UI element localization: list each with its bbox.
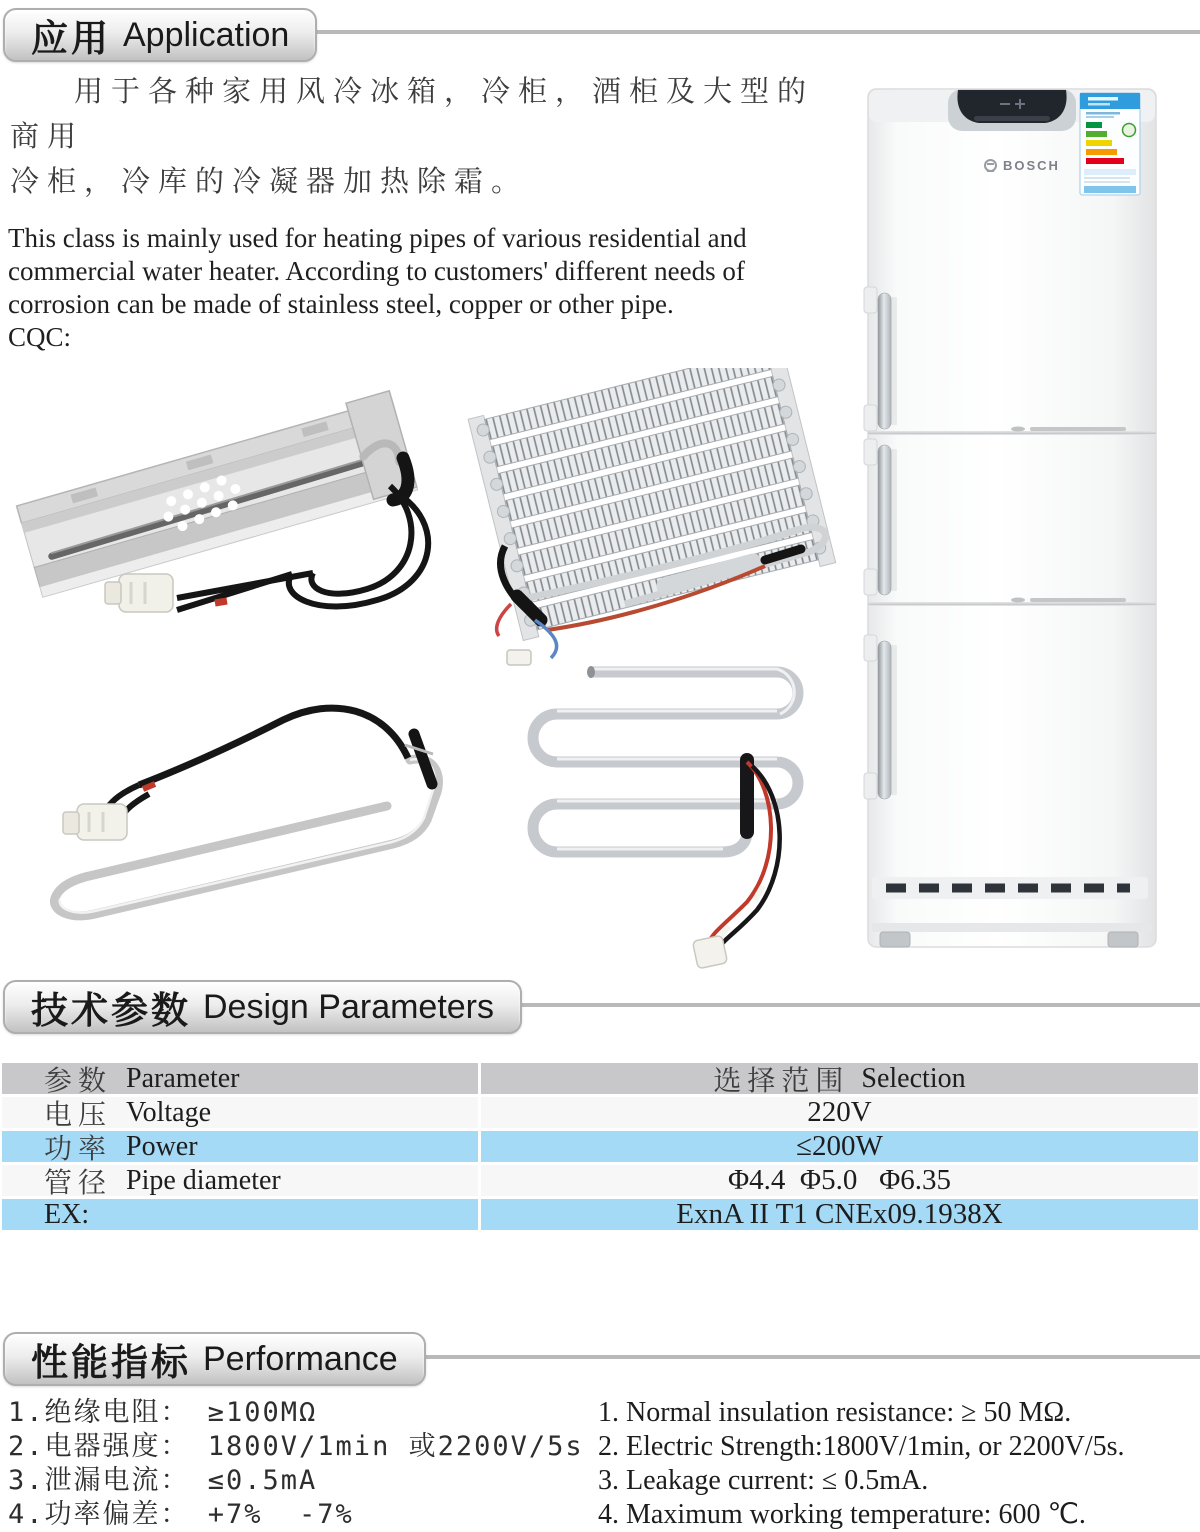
fridge-vent-grille	[872, 877, 1148, 899]
voltage-label-zh: 电压	[44, 1099, 113, 1131]
power-value: ≤200W	[796, 1130, 883, 1162]
bosch-logo	[984, 158, 1060, 173]
performance-item-en: 4. Maximum working temperature: 600 ℃.	[598, 1499, 1086, 1530]
table-row-pipe-diameter-value	[481, 1165, 1198, 1196]
application-paragraph-en-line: commercial water heater. According to customers' different needs of	[8, 256, 745, 286]
refrigerator-image	[862, 85, 1162, 960]
bosch-roundel-icon	[984, 159, 997, 172]
application-paragraph-en-line: corrosion can be made of stainless steel, copper or other pipe.	[8, 289, 674, 319]
table-row-pipe-diameter-label	[2, 1164, 478, 1199]
ex-label: EX:	[44, 1198, 90, 1230]
energy-efficiency-label	[1080, 93, 1140, 195]
table-row-ex-label	[2, 1199, 478, 1230]
design-parameters-title-zh: 技术参数	[31, 990, 191, 1031]
application-title-zh: 应用	[31, 18, 111, 59]
design-parameters-section-header	[3, 980, 522, 1034]
table-row-voltage-label	[2, 1096, 478, 1131]
performance-title-zh: 性能指标	[31, 1342, 191, 1383]
u-tube-heater-image	[15, 660, 465, 940]
design-parameters-table	[2, 1063, 1198, 1230]
fridge-display-panel	[948, 89, 1076, 131]
performance-item-zh: 4.功率偏差： +7% -7%	[8, 1499, 354, 1530]
performance-title-en: Performance	[203, 1339, 398, 1378]
application-title-en: Application	[123, 15, 290, 54]
serpentine-tube-heater-image	[485, 640, 865, 970]
table-header-parameter	[2, 1062, 478, 1097]
bosch-brand-text: BOSCH	[1003, 158, 1060, 173]
application-paragraph-zh	[10, 70, 830, 205]
performance-item-zh: 3.泄漏电流： ≤0.5mA	[8, 1465, 318, 1496]
performance-item-zh: 1.绝缘电阻： ≥100MΩ	[8, 1397, 318, 1428]
table-header-selection-en: Selection	[861, 1062, 966, 1094]
table-row-voltage-value	[481, 1097, 1198, 1128]
cqc-label: CQC:	[8, 322, 72, 352]
voltage-value: 220V	[807, 1096, 872, 1128]
table-header-selection	[481, 1062, 1198, 1097]
design-parameters-rule	[490, 1003, 1200, 1007]
design-parameters-title-en: Design Parameters	[203, 987, 495, 1026]
power-label-en: Power	[126, 1130, 198, 1162]
application-paragraph-en	[8, 222, 828, 354]
pipe-diameter-value: Φ4.4 Φ5.0 Φ6.35	[727, 1164, 952, 1196]
bracket-defrost-heater-image	[5, 358, 460, 658]
power-label-zh: 功率	[44, 1133, 113, 1165]
evaporator-defrost-heater-image	[465, 368, 860, 668]
application-section-header	[3, 8, 317, 62]
table-header-parameter-en: Parameter	[126, 1062, 240, 1094]
performance-list-en	[598, 1396, 1198, 1532]
table-header-parameter-zh: 参数	[44, 1065, 113, 1097]
table-row-power-value	[481, 1131, 1198, 1162]
pipe-diameter-label-zh: 管径	[44, 1167, 113, 1199]
performance-section-header	[3, 1332, 426, 1386]
performance-item-en: 2. Electric Strength:1800V/1min, or 2200V/5s.	[598, 1431, 1125, 1462]
table-row-power-label	[2, 1130, 478, 1165]
voltage-label-en: Voltage	[126, 1096, 212, 1128]
performance-item-en: 3. Leakage current: ≤ 0.5mA.	[598, 1465, 929, 1496]
table-header-selection-zh: 选择范围	[713, 1065, 850, 1097]
performance-item-en: 1. Normal insulation resistance: ≥ 50 MΩ.	[598, 1397, 1072, 1428]
performance-item-zh: 2.电器强度： 1800V/1min 或2200V/5s	[8, 1431, 584, 1462]
application-paragraph-zh-line: 用于各种家用风冷冰箱，冷柜，酒柜及大型的商用	[10, 76, 815, 153]
application-paragraph-zh-line: 冷柜，冷库的冷凝器加热除霜。	[10, 166, 529, 198]
pipe-diameter-label-en: Pipe diameter	[126, 1164, 281, 1196]
table-row-ex-value	[481, 1199, 1198, 1230]
application-rule	[280, 30, 1200, 34]
ex-value: ExnA II T1 CNEx09.1938X	[676, 1198, 1003, 1230]
application-paragraph-en-line: This class is mainly used for heating pipes of various residential and	[8, 223, 747, 253]
performance-list-zh	[8, 1396, 588, 1532]
performance-rule	[406, 1355, 1200, 1359]
